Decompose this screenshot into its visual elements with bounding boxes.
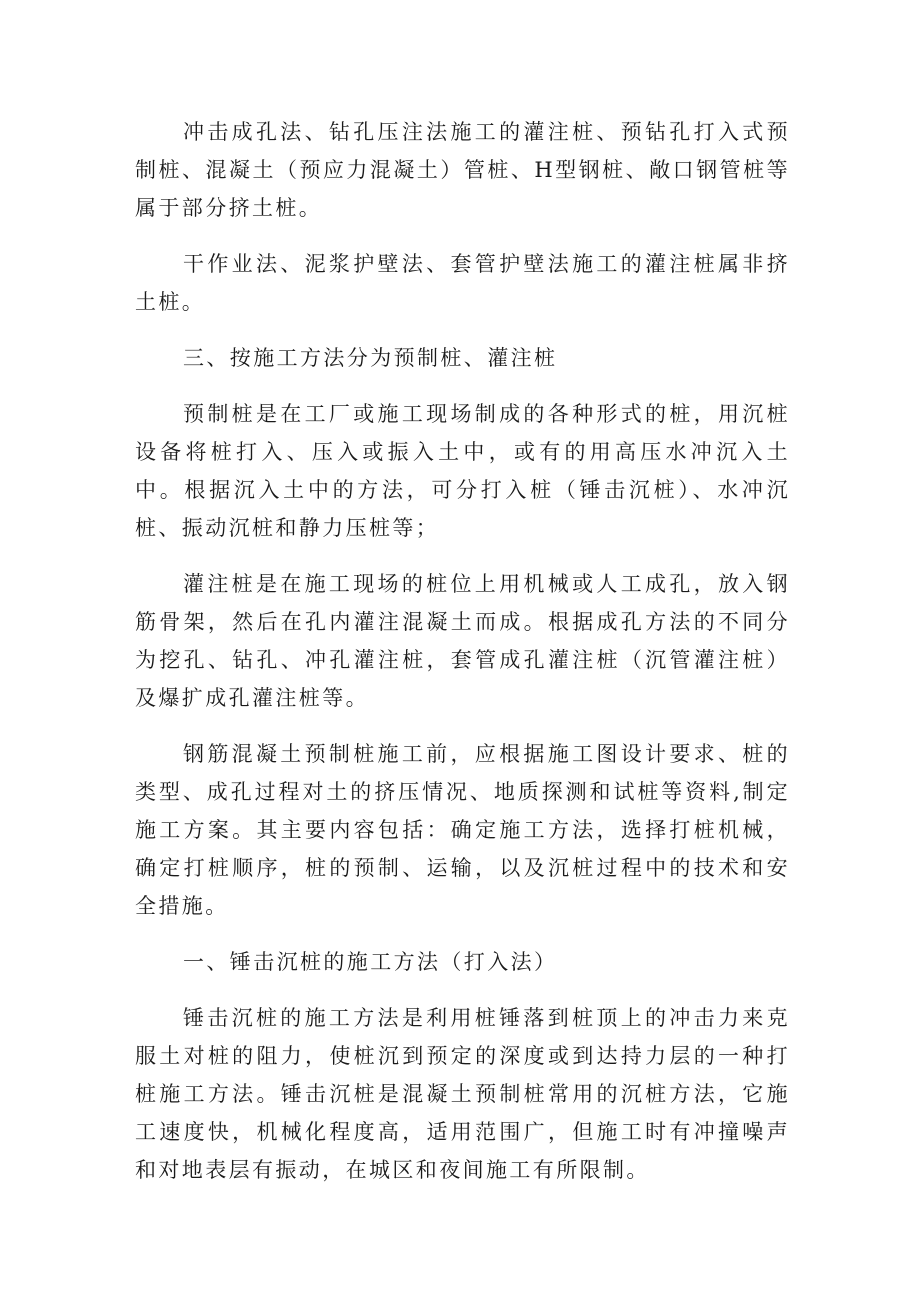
paragraph-partial-displacement-piles: 冲击成孔法、钻孔压注法施工的灌注桩、预钻孔打入式预制桩、混凝土（预应力混凝土）管桩、H型钢桩、敞口钢管桩等属于部分挤土桩。 bbox=[135, 120, 790, 220]
section-heading-hammer-driving: 一、锤击沉桩的施工方法（打入法） bbox=[183, 950, 558, 974]
document-body bbox=[135, 113, 790, 1207]
section-heading-construction-method: 三、按施工方法分为预制桩、灌注桩 bbox=[183, 346, 558, 370]
paragraph-hammer-driving-method: 锤击沉桩的施工方法是利用桩锤落到桩顶上的冲击力来克服土对桩的阻力，使桩沉到预定的深度或到达持力层的一种打桩施工方法。锤击沉桩是混凝土预制桩常用的沉桩方法，它施工速度快，机械化程度高，适用范围广，但施工时有冲撞噪声和对地表层有振动，在城区和夜间施工有所限制。 bbox=[135, 1006, 790, 1182]
paragraph-cast-in-place-piles: 灌注桩是在施工现场的桩位上用机械或人工成孔，放入钢筋骨架，然后在孔内灌注混凝土而成。根据成孔方法的不同分为挖孔、钻孔、冲孔灌注桩，套管成孔灌注桩（沉管灌注桩）及爆扩成孔灌注桩等。 bbox=[135, 572, 790, 710]
paragraph-non-displacement-piles: 干作业法、泥浆护壁法、套管护壁法施工的灌注桩属非挤土桩。 bbox=[135, 252, 790, 314]
paragraph-construction-plan: 钢筋混凝土预制桩施工前，应根据施工图设计要求、桩的类型、成孔过程对土的挤压情况、地质探测和试桩等资料,制定施工方案。其主要内容包括：确定施工方法，选择打桩机械，确定打桩顺序，桩的预制、运输，以及沉桩过程中的技术和安全措施。 bbox=[135, 742, 790, 918]
paragraph-precast-piles: 预制桩是在工厂或施工现场制成的各种形式的桩，用沉桩设备将桩打入、压入或振入土中，或有的用高压水冲沉入土中。根据沉入土中的方法，可分打入桩（锤击沉桩）、水冲沉桩、振动沉桩和静力压桩等； bbox=[135, 402, 790, 540]
